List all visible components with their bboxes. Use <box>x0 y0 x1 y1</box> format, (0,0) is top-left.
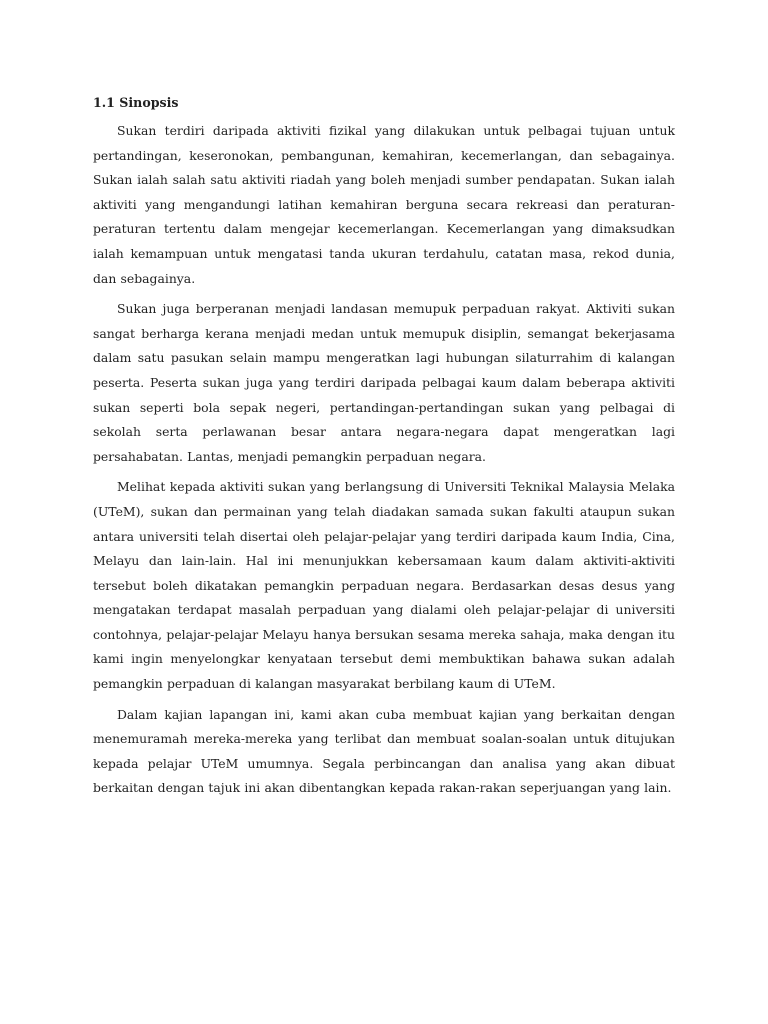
paragraph-1: Sukan terdiri daripada aktiviti fizikal yang dilakukan untuk pelbagai tujuan untuk pertandingan, keseronokan, pembangunan, kemahiran, kecemerlangan, dan sebagainya. Sukan ialah salah satu aktiviti riadah yang boleh menjadi sumber pendapatan. Sukan ialah aktiviti yang mengandungi latihan kemahiran berguna secara rekreasi dan peraturan-peraturan tertentu dalam mengejar kecemerlangan. Kecemerlangan yang dimaksudkan ialah kemampuan untuk mengatasi tanda ukuran terdahulu, catatan masa, rekod dunia, dan sebagainya. <box>93 123 675 286</box>
paragraph-4: Dalam kajian lapangan ini, kami akan cuba membuat kajian yang berkaitan dengan menemuramah mereka-mereka yang terlibat dan membuat soalan-soalan untuk ditujukan kepada pelajar UTeM umumnya. Segala perbincangan dan analisa yang akan dibuat berkaitan dengan tajuk ini akan dibentangkan kepada rakan-rakan seperjuangan yang lain. <box>93 706 675 796</box>
paragraph-2: Sukan juga berperanan menjadi landasan memupuk perpaduan rakyat. Aktiviti sukan sangat berharga kerana menjadi medan untuk memupuk disiplin, semangat bekerjasama dalam satu pasukan selain mampu mengeratkan lagi hubungan silaturrahim di kalangan peserta. Peserta sukan juga yang terdiri daripada pelbagai kaum dalam beberapa aktiviti sukan seperti bola sepak negeri, pertandingan-pertandingan sukan yang pelbagai di sekolah serta perlawanan besar antara negara-negara dapat mengeratkan lagi persahabatan. Lantas, menjadi pemangkin perpaduan negara. <box>93 301 675 464</box>
section-heading: 1.1 Sinopsis <box>93 95 179 110</box>
document-body <box>93 91 675 807</box>
paragraph-3: Melihat kepada aktiviti sukan yang berlangsung di Universiti Teknikal Malaysia Melaka (UTeM), sukan dan permainan yang telah diadakan samada sukan fakulti ataupun sukan antara universiti telah disertai oleh pelajar-pelajar yang terdiri daripada kaum India, Cina, Melayu dan lain-lain. Hal ini menunjukkan kebersamaan kaum dalam aktiviti-aktiviti tersebut boleh dikatakan pemangkin perpaduan negara. Berdasarkan desas desus yang mengatakan terdapat masalah perpaduan yang dialami oleh pelajar-pelajar di universiti contohnya, pelajar-pelajar Melayu hanya bersukan sesama mereka sahaja, maka dengan itu kami ingin menyelongkar kenyataan tersebut demi membuktikan bahawa sukan adalah pemangkin perpaduan di kalangan masyarakat berbilang kaum di UTeM. <box>93 479 675 692</box>
